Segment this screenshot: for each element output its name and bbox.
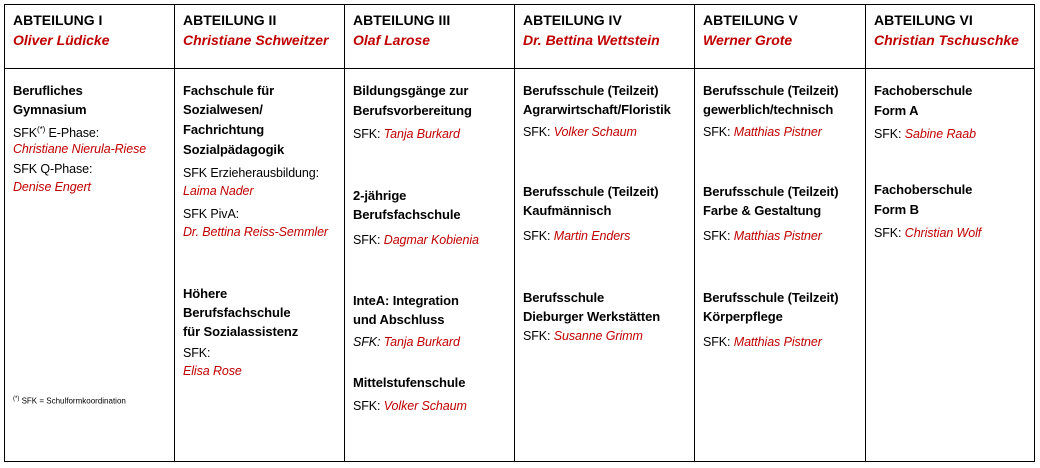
department-column: [695, 5, 866, 461]
coordinator-label: SFK:: [353, 233, 384, 247]
coordinator-line: [523, 124, 637, 140]
coordinator-name: Dagmar Kobienia: [383, 233, 479, 247]
department-head-name: Olaf Larose: [353, 32, 431, 48]
coordinator-name: Matthias Pistner: [733, 335, 822, 349]
coordinator-name: Matthias Pistner: [733, 125, 822, 139]
coordinator-name: Matthias Pistner: [733, 229, 822, 243]
department-title: ABTEILUNG III: [353, 12, 451, 28]
footnote-text: SFK = Schulformkoordination: [19, 396, 126, 406]
department-header: [13, 10, 109, 50]
coordinator-label: SFK:: [353, 399, 384, 413]
coordinator-line: [874, 225, 981, 241]
program-heading: Sozialwesen/: [183, 102, 263, 117]
coordinator-name: Christian Wolf: [904, 226, 982, 240]
coordinator-line: [353, 126, 460, 142]
department-head-name: Christiane Schweitzer: [183, 32, 329, 48]
coordinator-label: SFK:: [183, 346, 211, 360]
program-heading: 2-jährige: [353, 188, 407, 203]
program-heading: Fachschule für: [183, 83, 275, 98]
program-heading: Form A: [874, 103, 919, 118]
coordinator-label: SFK:: [703, 125, 734, 139]
coordinator-label: [13, 122, 99, 141]
phase-label: E-Phase:: [45, 126, 100, 141]
program-heading: Form B: [874, 202, 919, 217]
department-column: [175, 5, 345, 461]
program-heading: für Sozialassistenz: [183, 324, 299, 339]
department-column: [5, 5, 175, 461]
program-heading: Mittelstufenschule: [353, 375, 466, 390]
department-title: ABTEILUNG IV: [523, 12, 622, 28]
sfk-label: SFK: [13, 126, 38, 141]
footnote-marker: (*): [13, 396, 20, 402]
program-heading: InteA: Integration: [353, 293, 459, 308]
coordinator-name: Denise Engert: [13, 180, 91, 194]
department-head-name: Christian Tschuschke: [874, 32, 1019, 48]
program-heading: Berufsschule (Teilzeit): [703, 83, 839, 98]
program-heading: gewerblich/technisch: [703, 102, 834, 117]
coordinator-line: [703, 228, 822, 244]
program-heading: Berufsschule: [523, 290, 605, 305]
coordinator-label: SFK:: [523, 125, 554, 139]
coordinator-line: [353, 232, 479, 248]
program-heading: Berufsschule (Teilzeit): [523, 184, 659, 199]
coordinator-label: SFK PivA:: [183, 207, 240, 221]
program-heading: Berufsfachschule: [183, 305, 291, 320]
program-heading: Berufsschule (Teilzeit): [703, 184, 839, 199]
coordinator-name: Tanja Burkard: [383, 127, 460, 141]
coordinator-name: Christiane Nierula-Riese: [13, 142, 147, 156]
coordinator-name: Volker Schaum: [553, 125, 637, 139]
department-title: ABTEILUNG VI: [874, 12, 973, 28]
coordinator-line: [703, 124, 822, 140]
program-heading: Dieburger Werkstätten: [523, 309, 661, 324]
department-column: [866, 5, 1036, 461]
coordinator-line: [523, 228, 630, 244]
program-heading: Agrarwirtschaft/Floristik: [523, 102, 671, 117]
coordinator-label: SFK:: [353, 127, 384, 141]
coordinator-line: [353, 334, 460, 350]
coordinator-name: Dr. Bettina Reiss-Semmler: [183, 225, 328, 239]
footnote: [13, 396, 126, 406]
program-heading: und Abschluss: [353, 312, 445, 327]
program-heading: Berufsschule (Teilzeit): [703, 290, 839, 305]
program-heading: Fachoberschule: [874, 182, 973, 197]
coordinator-line: [523, 328, 643, 344]
department-table: [4, 4, 1035, 462]
coordinator-name: Martin Enders: [553, 229, 631, 243]
program-heading: Gymnasium: [13, 102, 87, 117]
footnote-marker: (*): [37, 125, 46, 134]
program-heading: Körperpflege: [703, 309, 783, 324]
coordinator-label: SFK:: [353, 335, 384, 349]
program-heading: Sozialpädagogik: [183, 142, 285, 157]
coordinator-label: SFK:: [523, 229, 554, 243]
program-heading: Bildungsgänge zur: [353, 83, 469, 98]
coordinator-label: SFK Q-Phase:: [13, 162, 93, 176]
coordinator-line: [353, 398, 467, 414]
department-title: ABTEILUNG II: [183, 12, 277, 28]
department-head-name: Werner Grote: [703, 32, 793, 48]
coordinator-label: SFK Erzieherausbildung:: [183, 166, 319, 180]
coordinator-line: [703, 334, 822, 350]
coordinator-label: SFK:: [874, 226, 905, 240]
department-column: [345, 5, 515, 461]
coordinator-line: [874, 126, 976, 142]
coordinator-name: Sabine Raab: [904, 127, 976, 141]
coordinator-label: SFK:: [523, 329, 554, 343]
department-column: [515, 5, 695, 461]
program-heading: Fachoberschule: [874, 83, 973, 98]
program-heading: Berufliches: [13, 83, 83, 98]
department-head-name: Dr. Bettina Wettstein: [523, 32, 660, 48]
department-header: [703, 10, 798, 50]
department-title: ABTEILUNG I: [13, 12, 103, 28]
department-header: [523, 10, 660, 50]
program-heading: Fachrichtung: [183, 122, 265, 137]
department-header: [183, 10, 329, 50]
department-header: [874, 10, 1019, 50]
program-heading: Farbe & Gestaltung: [703, 203, 822, 218]
department-head-name: Oliver Lüdicke: [13, 32, 110, 48]
program-heading: Berufsschule (Teilzeit): [523, 83, 659, 98]
department-header: [353, 10, 450, 50]
coordinator-name: Elisa Rose: [183, 364, 242, 378]
coordinator-name: Susanne Grimm: [553, 329, 643, 343]
coordinator-name: Laima Nader: [183, 184, 254, 198]
coordinator-label: SFK:: [703, 229, 734, 243]
coordinator-label: SFK:: [703, 335, 734, 349]
coordinator-label: SFK:: [874, 127, 905, 141]
program-heading: Kaufmännisch: [523, 203, 612, 218]
coordinator-name: Volker Schaum: [383, 399, 467, 413]
program-heading: Berufsfachschule: [353, 207, 461, 222]
program-heading: Höhere: [183, 286, 228, 301]
coordinator-name: Tanja Burkard: [383, 335, 460, 349]
department-title: ABTEILUNG V: [703, 12, 798, 28]
program-heading: Berufsvorbereitung: [353, 103, 472, 118]
